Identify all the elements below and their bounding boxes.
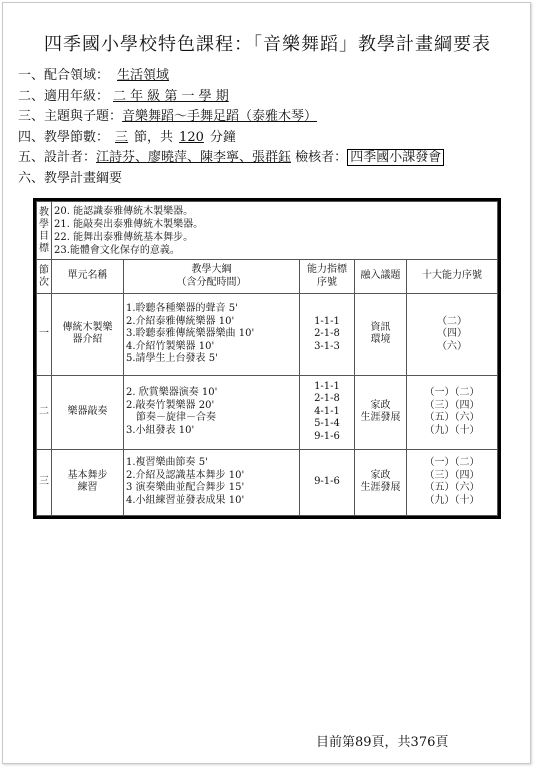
header-outline: 教學大綱 （含分配時間）	[124, 260, 300, 294]
issue-cell: 資訊 環境	[355, 294, 407, 375]
goal-item: 22. 能舞出泰雅傳統基本舞步。	[54, 231, 194, 243]
reviewer-value: 四季國小課發會	[347, 149, 444, 166]
topic-value: 音樂舞蹈～手舞足蹈（泰雅木琴）	[122, 109, 318, 124]
unit-cell: 樂器敲奏	[52, 375, 124, 449]
page-title: 四季國小學校特色課程：「音樂舞蹈」教學計畫綱要表	[44, 34, 491, 55]
table-row	[37, 449, 498, 515]
goals-row	[37, 202, 498, 260]
goal-item: 20. 能認識泰雅傳統木製樂器。	[54, 205, 194, 217]
info-grade	[18, 87, 518, 108]
domain-value: 生活領域	[117, 68, 170, 83]
session-cell: 三	[37, 449, 52, 515]
info-domain	[18, 66, 518, 87]
issue-cell: 家政 生涯發展	[355, 375, 407, 449]
outline-label: 六、教學計畫綱要	[18, 170, 123, 186]
indicator-cell: 1-1-1 2-1-8 4-1-1 5-1-4 9-1-6	[300, 375, 355, 449]
domain-label: 一、配合領域：	[18, 68, 110, 83]
hours-unit: 分鐘	[209, 129, 236, 145]
outline-cell: 1.複習樂曲節奏 5' 2.介紹及認識基本舞步 10' 3 演奏樂曲並配合舞步 15' 4.小組練習並發表成果 10'	[124, 449, 300, 515]
ability-cell: （一）（二） （三）（四） （五）（六） （九）（十）	[407, 375, 498, 449]
designer-value: 江詩芬、廖曉萍、陳李寧、張群鈺	[96, 150, 292, 165]
issue-cell: 家政 生涯發展	[355, 449, 407, 515]
page-number: 目前第89頁，共376頁	[316, 735, 449, 750]
hours-minutes: 120	[179, 129, 204, 145]
plan-table	[33, 198, 501, 519]
header-session: 節 次	[37, 260, 52, 294]
grade-value: 二 年 級 第 一 學 期	[113, 88, 229, 104]
goal-item: 21. 能敲奏出泰雅傳統木製樂器。	[54, 218, 204, 230]
indicator-cell: 1-1-1 2-1-8 3-1-3	[300, 294, 355, 375]
info-outline	[18, 169, 518, 190]
ability-cell: （一）（二） （三）（四） （五）（六） （九）（十）	[407, 449, 498, 515]
header-indicator: 能力指標 序號	[300, 260, 355, 294]
outline-cell: 2. 欣賞樂器演奏 10' 2.敲奏竹製樂器 20' 節奏－旋律－合奏 3.小組發表 10'	[124, 375, 300, 449]
session-cell: 一	[37, 294, 52, 375]
reviewer-label: 檢核者：	[295, 150, 348, 165]
goals-header: 教 學 目 標	[37, 202, 52, 260]
header-ten-ability: 十大能力序號	[407, 260, 498, 294]
table-row	[37, 375, 498, 449]
topic-label: 三、主題與子題：	[18, 109, 123, 124]
hours-mid: 節，共	[134, 129, 174, 145]
hours-label: 四、教學節數：	[18, 129, 110, 145]
outline-cell: 1.聆聽各種樂器的聲音 5' 2.介紹泰雅傳統樂器 10' 3.聆聽泰雅傳統樂器樂曲 10' 4.介紹竹製樂器 10' 5.請學生上台發表 5'	[124, 294, 300, 375]
info-topic	[18, 107, 518, 128]
ability-cell: （二） （四） （六）	[407, 294, 498, 375]
info-hours	[18, 128, 518, 149]
course-info	[18, 66, 518, 189]
goals-list	[52, 202, 498, 260]
session-cell: 二	[37, 375, 52, 449]
info-designer	[18, 148, 518, 169]
table-header-row	[37, 260, 498, 294]
table-row	[37, 294, 498, 375]
unit-cell: 傳統木製樂 器介紹	[52, 294, 124, 375]
goal-item: 23.能體會文化保存的意義。	[54, 244, 180, 256]
hours-sessions: 三	[115, 129, 129, 145]
indicator-cell: 9-1-6	[300, 449, 355, 515]
header-issue: 融入議題	[355, 260, 407, 294]
unit-cell: 基本舞步 練習	[52, 449, 124, 515]
grade-label: 二、適用年級：	[18, 88, 110, 104]
header-unit: 單元名稱	[52, 260, 124, 294]
designer-label: 五、設計者：	[18, 150, 97, 165]
